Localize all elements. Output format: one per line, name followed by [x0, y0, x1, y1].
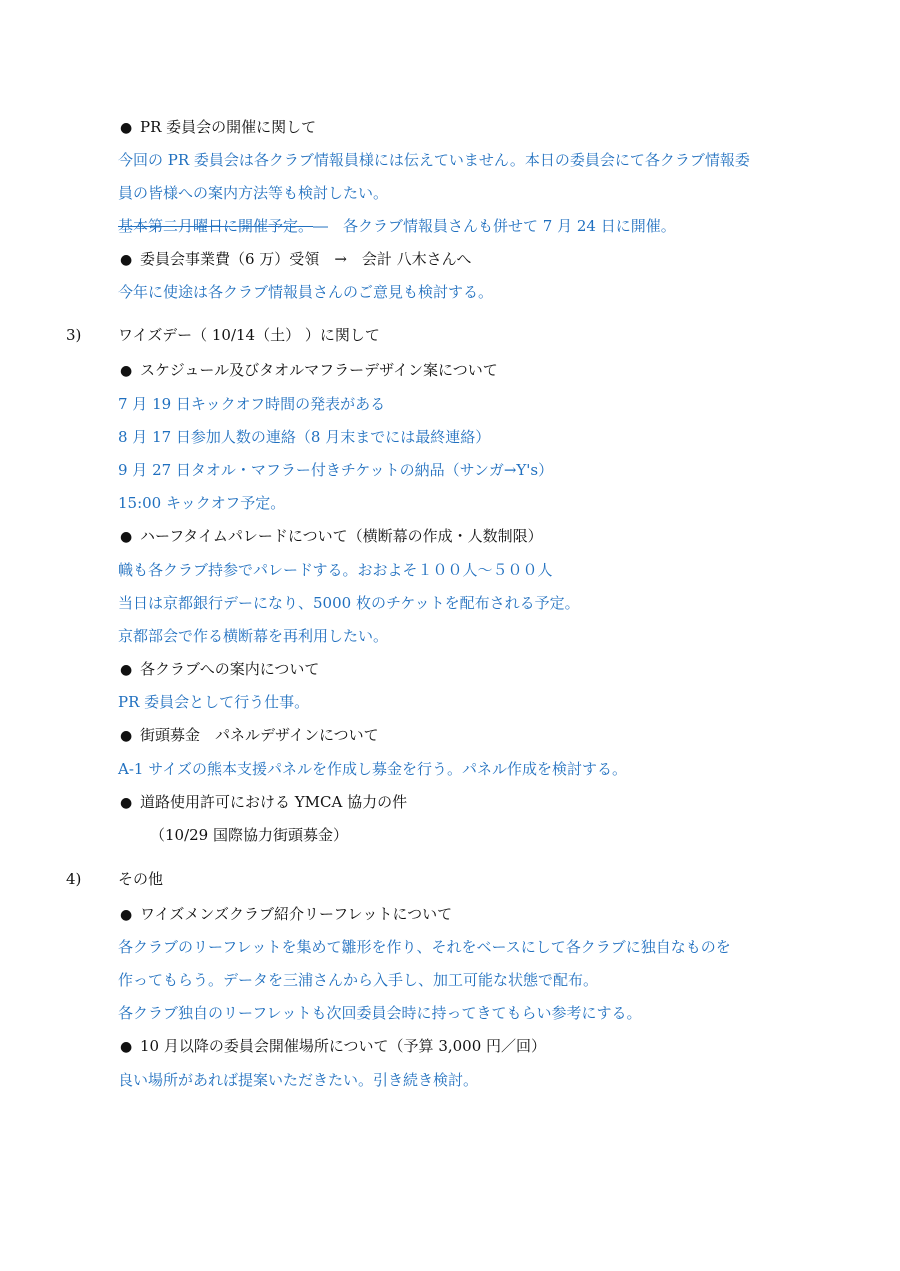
note-line: 京都部会で作る横断幕を再利用したい。 [118, 627, 389, 645]
note-line: 15:00 キックオフ予定。 [118, 494, 286, 512]
bullet-icon: ● [120, 662, 133, 678]
bullet-text: ハーフタイムパレードについて（横断幕の作成・人数制限） [140, 527, 543, 545]
note-line: 9 月 27 日タオル・マフラー付きチケットの納品（サンガ→Y's） [118, 461, 554, 479]
bullet-item-leaflet [120, 904, 452, 925]
section-title: ワイズデー（ 10/14（土） ）に関して [118, 326, 380, 344]
bullet-text: PR 委員会の開催に関して [140, 118, 317, 136]
bullet-text: ワイズメンズクラブ紹介リーフレットについて [140, 905, 453, 923]
note-text: ― 各クラブ情報員さんも併せて 7 月 24 日に開催。 [313, 217, 676, 235]
note-line: 作ってもらう。データを三浦さんから入手し、加工可能な状態で配布。 [118, 971, 599, 989]
bullet-icon: ● [120, 728, 133, 744]
note-line: 今年に使途は各クラブ情報員さんのご意見も検討する。 [118, 283, 494, 301]
note-line: 良い場所があれば提案いただきたい。引き続き検討。 [118, 1071, 479, 1089]
note-line [118, 216, 676, 236]
bullet-icon: ● [120, 795, 133, 811]
bullet-icon: ● [120, 1039, 133, 1055]
note-line: 各クラブ独自のリーフレットも次回委員会時に持ってきてもらい参考にする。 [118, 1004, 642, 1022]
note-line: 当日は京都銀行デーになり、5000 枚のチケットを配布される予定。 [118, 594, 580, 612]
bullet-item-parade [120, 526, 543, 547]
bullet-icon: ● [120, 363, 133, 379]
sub-note: （10/29 国際協力街頭募金） [150, 826, 348, 844]
note-line: 7 月 19 日キックオフ時間の発表がある [118, 395, 386, 413]
section-number: 3) [66, 326, 82, 344]
bullet-item-budget [120, 249, 471, 270]
note-line: 幟も各クラブ持参でパレードする。おおよそ１００人～５００人 [118, 561, 553, 579]
bullet-item-pr-meeting [120, 117, 316, 138]
bullet-icon: ● [120, 252, 133, 268]
note-line: 8 月 17 日参加人数の連絡（8 月末までには最終連絡） [118, 428, 491, 446]
bullet-text: 各クラブへの案内について [140, 660, 320, 678]
bullet-text: 街頭募金 パネルデザインについて [140, 726, 379, 744]
bullet-item-fundraising [120, 725, 379, 746]
section-number: 4) [66, 870, 82, 888]
note-line: 今回の PR 委員会は各クラブ情報員様には伝えていません。本日の委員会にて各クラブ情報委 [118, 151, 750, 169]
bullet-item-schedule [120, 360, 498, 381]
bullet-text: スケジュール及びタオルマフラーデザイン案について [140, 361, 498, 379]
section-title: その他 [118, 870, 164, 888]
note-line: 各クラブのリーフレットを集めて雛形を作り、それをベースにして各クラブに独自なものを [118, 938, 731, 956]
bullet-text: 委員会事業費（6 万）受領 → 会計 八木さんへ [140, 250, 472, 268]
bullet-text: 道路使用許可における YMCA 協力の件 [140, 793, 408, 811]
bullet-icon: ● [120, 907, 133, 923]
bullet-text: 10 月以降の委員会開催場所について（予算 3,000 円／回） [140, 1037, 547, 1055]
bullet-icon: ● [120, 529, 133, 545]
struck-text: 基本第二月曜日に開催予定。 [118, 217, 314, 235]
bullet-icon: ● [120, 120, 133, 136]
note-line: 員の皆様への案内方法等も検討したい。 [118, 184, 389, 202]
bullet-item-ymca [120, 792, 407, 813]
bullet-item-venue [120, 1036, 546, 1057]
note-line: A-1 サイズの熊本支援パネルを作成し募金を行う。パネル作成を検討する。 [118, 760, 628, 778]
note-line: PR 委員会として行う仕事。 [118, 693, 310, 711]
bullet-item-guidance [120, 659, 319, 680]
